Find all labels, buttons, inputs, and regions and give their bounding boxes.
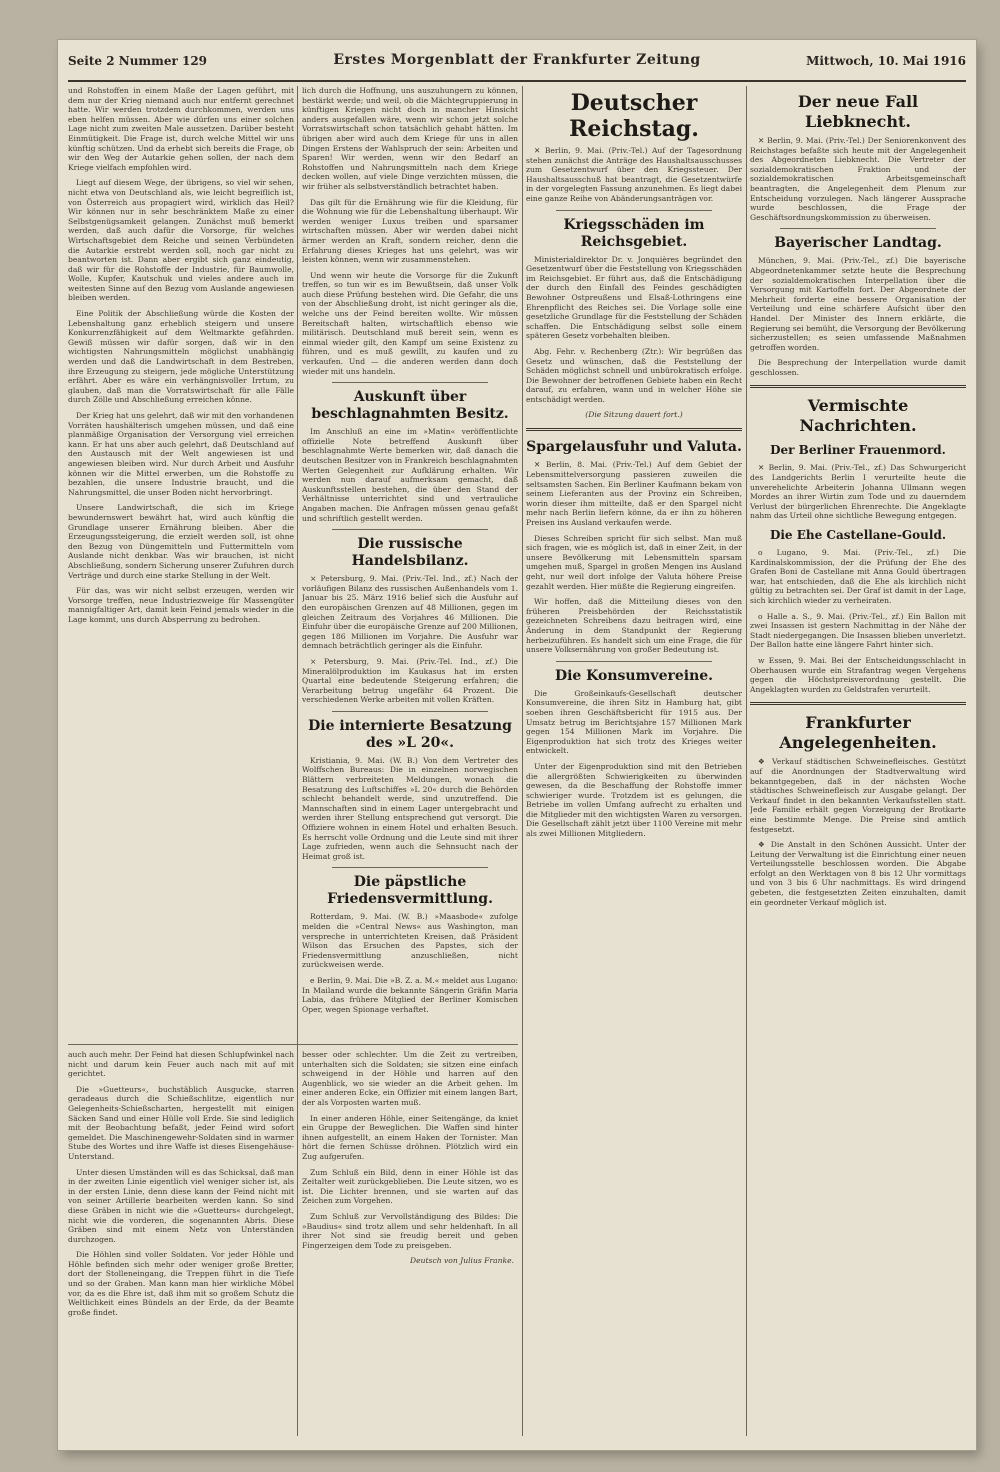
- column-rule: [297, 86, 298, 1436]
- article-paragraph: Eine Politik der Abschließung würde die Kosten der Lebenshaltung ganz erheblich steigern und unsere Konkurrenzfähigkeit auf dem Weltmarkte gefährden. Gewiß müssen wir dafür sorgen, daß wir in den wichtigsten Nahrungsmitteln möglichst unabhängig werden und daß die Landwirtschaft in dem Bestreben, ihre Erzeugung zu steigern, jede mögliche Unterstützung erfährt. Aber es wäre ein verhängnisvoller Irrtum, zu glauben, daß man die Vorratswirtschaft für alle Fälle durch Zölle und Abschließung erreichen könne.: [68, 309, 294, 405]
- separator: [332, 529, 488, 530]
- headline: Spargelausfuhr und Valuta.: [526, 439, 742, 456]
- article-paragraph: Der Krieg hat uns gelehrt, daß wir mit den vorhandenen Vorräten haushälterisch umgehen müssen, und daß eine planmäßige Organisation der Versorgung viel erreichen kann. Er hat uns aber auch gelehrt, daß Deutschland auf den Austausch mit der Welt angewiesen ist und angewiesen bleiben wird. Nur durch Arbeit und Ausfuhr können wir die Mittel erwerben, um die Rohstoffe zu bezahlen, die unsere Industrie braucht, und die Nahrungsmittel, die unser Boden nicht hervorbringt.: [68, 411, 294, 497]
- column-2-feuilleton: [302, 1050, 518, 1436]
- separator: [556, 210, 712, 211]
- article-paragraph: Rotterdam, 9. Mai. (W. B.) »Maasbode« zufolge melden die »Central News« aus Washington, man verspreche in unterrichteten Kreisen, daß Präsident Wilson das Ersuchen des Papstes, sich der Friedensvermittlung anzuschließen, nicht zurückweisen werde.: [302, 912, 518, 970]
- headline: Die päpstliche Friedensvermittlung.: [327, 874, 493, 908]
- article-paragraph: Liegt auf diesem Wege, der übrigens, so viel wir sehen, nicht etwa von Deutschland als, wie leicht begreiflich ist, von Österreich aus propagiert wird, wirklich das Heil? Wir können nur in sehr beschränktem Maße zu einer Selbstgenügsamkeit gelangen. Zunächst muß bemerkt werden, daß auch dafür die Vorsorge, für welches Wirtschaftsgebiet dem Reiche und seinen Verbündeten die Autarkie erstrebt werden soll, noch gar nicht zu beantworten ist. Dann aber ergibt sich ganz eindeutig, daß wir für die Rohstoffe der Industrie, für Baumwolle, Wolle, Kupfer, Kautschuk und vieles andere auch im weitesten Sinne auf den Bezug vom Auslande angewiesen bleiben werden.: [68, 178, 294, 303]
- headline: Bayerischer Landtag.: [774, 235, 942, 252]
- article-paragraph: ✕ Berlin, 9. Mai. (Priv.-Tel.) Auf der Tagesordnung stehen zunächst die Anträge des Haushaltsausschusses zum Gesetzentwurf über den Kriegssteuer. Der Haushaltsausschuß hat beantragt, die Gesetzentwürfe in der vorgelegten Fassung anzunehmen. Es liegt dabei eine ganze Reihe von Abänderungsanträgen vor.: [526, 146, 742, 203]
- article-paragraph: und Rohstoffen in einem Maße der Lagen geführt, mit dem nur der Krieg niemand auch nur entfernt gerechnet hatte. Wir werden trotzdem durchkommen, werden uns eben helfen müssen. Aber wie dürfen uns einer solchen Lage nicht zum zweiten Male aussetzen. Darüber besteht Einmütigkeit. Die Frage ist, durch welche Mittel wir uns künftig schützen. Und da erhebt sich bereits die Frage, ob wir den Weg der Autarkie gehen sollen, der nach dem Kriege vielfach empfohlen wird.: [68, 86, 294, 172]
- headline: Die Konsumvereine.: [554, 667, 714, 684]
- article-paragraph: Die Besprechung der Interpellation wurde damit geschlossen.: [750, 358, 966, 377]
- separator: [526, 428, 742, 431]
- column-1: [68, 86, 294, 1436]
- article-paragraph: o Halle a. S., 9. Mai. (Priv.-Tel., zf.) Ein Ballon mit zwei Insassen ist gestern Nachmittag in der Nähe der Stadt niedergegangen. Die Insassen blieben unverletzt. Der Ballon hatte eine längere Fahrt hinter sich.: [750, 611, 966, 650]
- article-paragraph: Ministerialdirektor Dr. v. Jonquières begründet den Gesetzentwurf über die Feststellung von Kriegsschäden im Reichsgebiet. Er führt aus, daß die Entschädigung der durch den Einfall des Feindes geschädigten Bewohner Ostpreußens und Elsaß-Lothringens eine Ehrenpflicht des Reiches sei. Die Vorlage solle eine gesetzliche Grundlage für die Feststellung der Schäden schaffen. Die Entschädigung selbst solle einem späteren Gesetz vorbehalten bleiben.: [526, 254, 742, 341]
- subheadline: Der Berliner Frauenmord.: [770, 443, 946, 458]
- article-paragraph: Im Anschluß an eine im »Matin« veröffentlichte offizielle Note betreffend Auskunft über beschlagnahmte Werte bemerken wir, daß danach die deutschen Besitzer von in Frankreich beschlagnahmten Werten Gelegenheit zur Aufklärung erhalten. Wir werden nun darauf aufmerksam gemacht, daß Auskunftsstellen bestehen, die über den Stand der Verhältnisse unterrichtet sind und vertrauliche Angaben machen. Die Anfragen müssen genau gefaßt und schriftlich gestellt werden.: [302, 427, 518, 523]
- subheadline: Die Ehe Castellane-Gould.: [769, 528, 947, 543]
- feuilleton-paragraph: In einer anderen Höhle, einer Seitengänge, da kniet ein Gruppe der Beweglichen. Die Waffen sind hinter ihnen aufgestellt, an einem Haken der Tornister. Man hört die fernen Schüsse dröhnen. Plötzlich wird ein Zug aufgerufen.: [302, 1113, 518, 1161]
- feuilleton-paragraph: Unter diesen Umständen will es das Schicksal, daß man in der zweiten Linie eigentlich viel weniger sicher ist, als in der ersten Linie, denn diese kann der Feind nicht mit von seiner Artillerie bearbeiten werden kann. So sind diese Gräben in nicht wie die »Guetteurs« durchgelegt, nicht wie die vorderen, die sogenannten Abris. Diese Gräben sind mit einem Netz von Unterständen durchzogen.: [68, 1167, 294, 1244]
- article-paragraph: e Berlin, 9. Mai. Die »B. Z. a. M.« meldet aus Lugano: In Mailand wurde die bekannte Sängerin Gräfin Maria Labia, das frühere Mitglied der Berliner Komischen Oper, wegen Spionage verhaftet.: [302, 975, 518, 1014]
- column-2: [302, 86, 518, 1436]
- separator: [556, 661, 712, 662]
- continuation-note: (Die Sitzung dauert fort.): [585, 410, 683, 420]
- article-paragraph: Unsere Landwirtschaft, die sich im Kriege bewundernswert bewährt hat, wird auch künftig die Grundlage unserer Ernährung bleiben. Aber die Erzeugungssteigerung, die erzielt werden soll, ist ohne den Bezug von Düngemitteln und Futtermitteln vom Auslande nicht denkbar. Was wir brauchen, ist nicht Abschließung, sondern Sicherung unserer Zufuhren durch Verträge und durch eine starke Stellung in der Welt.: [68, 503, 294, 580]
- article-paragraph: Das gilt für die Ernährung wie für die Kleidung, für die Wohnung wie für die Lebenshaltung überhaupt. Wir werden weniger Luxus treiben und sparsamer wirtschaften müssen. Aber wir werden dabei nicht ärmer werden an Kraft, sondern reicher, denn die Erfahrung dieses Krieges hat uns gelehrt, was wir leisten können, wenn wir zusammenstehen.: [302, 197, 518, 265]
- column-1-top: [68, 86, 294, 1038]
- author-signature: Deutsch von Julius Franke.: [410, 1256, 514, 1266]
- separator: [780, 228, 936, 229]
- feuilleton-paragraph: Zum Schluß zur Vervollständigung des Bildes: Die »Baudius« sind trotz allem und sehr heldenhaft. In all ihrer Not sind sie freudig bereit und geben Fingerzeigen dem Tode zu preisgeben.: [302, 1211, 518, 1250]
- article-paragraph: ✕ Berlin, 9. Mai. (Priv.-Tel., zf.) Das Schwurgericht des Landgerichts Berlin I verurteilte heute die unverehelichte Arbeiterin Johanna Ullmann wegen Mordes an ihrer Wirtin zum Tode und zu dauerndem Verlust der bürgerlichen Ehrenrechte. Die Angeklagte nahm das Urteil ohne sichtliche Bewegung entgegen.: [750, 463, 966, 521]
- separator: [750, 702, 966, 705]
- feuilleton-paragraph: Die »Guetteurs«, buchstäblich Ausgucke, starren geradeaus durch die Schießschlitze, eigentlich nur Gelegenheits-Schießscharten, hergestellt mit einigen Säcken Sand und einer Hülle voll Erde. Sie sind lediglich mit der Beobachtung befaßt, jeder Feind wird sofort gemeldet. Die Maschinengewehr-Soldaten sind in warmer Stube des Wortes und ihre Waffe ist dieses Eisengehäuse-Unterstand.: [68, 1084, 294, 1161]
- headline: Die russische Handelsbilanz.: [351, 536, 469, 570]
- column-rule: [522, 86, 523, 1436]
- article-paragraph: Dieses Schreiben spricht für sich selbst. Man muß sich fragen, wie es möglich ist, daß in einer Zeit, in der unsere Bevölkerung mit Lebensmitteln sparsam umgehen muß, Spargel in großen Mengen ins Ausland geht, nur weil dort infolge der Valuta höhere Preise gezahlt werden. Hier müßte die Regierung eingreifen.: [526, 533, 742, 591]
- article-paragraph: ❖ Die Anstalt in den Schönen Aussicht. Unter der Leitung der Verwaltung ist die Einrichtung einer neuen Verteilungsstelle beschlossen worden. Die Abgabe erfolgt an den Werktagen von 8 bis 12 Uhr vormittags und von 3 bis 6 Uhr nachmittags. Es wird dringend gebeten, die festgesetzten Zeiten einzuhalten, damit ein geordneter Verkauf möglich ist.: [750, 840, 966, 907]
- page-number: Seite 2 Nummer 129: [68, 54, 208, 68]
- article-paragraph: Die Großeinkaufs-Gesellschaft deutscher Konsumvereine, die ihren Sitz in Hamburg hat, gibt soeben ihren Geschäftsbericht für 1915 aus. Der Umsatz betrug im Berichtsjahre 157 Millionen Mark gegen 154 Millionen Mark im Vorjahre. Die Eigenproduktion hat sich trotz des Krieges weiter entwickelt.: [526, 688, 742, 756]
- headline: Vermischte Nachrichten.: [799, 396, 917, 436]
- issue-date: Mittwoch, 10. Mai 1916: [806, 54, 966, 68]
- headline: Frankfurter Angelegenheiten.: [779, 713, 937, 753]
- column-4: [750, 86, 966, 1436]
- article-paragraph: w Essen, 9. Mai. Bei der Entscheidungsschlacht in Oberhausen wurde ein Strafantrag wegen Vergehens gegen die Höchstpreisverordnung gestellt. Die Angeklagten wurden zu Geldstrafen verurteilt.: [750, 655, 966, 694]
- feuilleton-paragraph: besser oder schlechter. Um die Zeit zu vertreiben, unterhalten sich die Soldaten; sie sitzen eine einfach schweigend in der Höhle und harren auf den Augenblick, wo sie wieder an die Arbeit gehen. Im einer anderen Ecke, ein Offizier mit einem langen Bart, der als Vorposten warten muß.: [302, 1050, 518, 1107]
- article-paragraph: München, 9. Mai. (Priv.-Tel., zf.) Die bayerische Abgeordnetenkammer setzte heute die Besprechung der sozialdemokratischen Interpellation über die Versorgung mit Kartoffeln fort. Der Abgeordnete der Mehrheit forderte eine bessere Organisation der Verteilung und eine schärfere Aufsicht über den Handel. Der Minister des Innern erklärte, die Regierung sei bemüht, die Versorgung der Bevölkerung sicherzustellen; es seien umfassende Maßnahmen getroffen worden.: [750, 256, 966, 352]
- feuilleton-paragraph: auch auch mehr. Der Feind hat diesen Schlupfwinkel nach nicht und darum kein Feuer auch nach mit auf mit gerichtet.: [68, 1050, 294, 1079]
- article-paragraph: Unter der Eigenproduktion sind mit den Betrieben die allergrößten Schwierigkeiten zu überwinden gewesen, da die Beschaffung der Rohstoffe immer schwieriger wurde. Trotzdem ist es gelungen, die Betriebe im vollen Umfang aufrecht zu erhalten und die Mitglieder mit den wichtigsten Waren zu versorgen. Die Gesellschaft zählt jetzt über 1100 Vereine mit mehr als zwei Millionen Mitgliedern.: [526, 761, 742, 839]
- separator: [332, 711, 488, 712]
- column-1-feuilleton: [68, 1050, 294, 1436]
- feuilleton-paragraph: Zum Schluß ein Bild, denn in einer Höhle ist das Zeitalter weit zurückgeblieben. Die Leute sitzen, wo es ist. Die Lichter brennen, und sie warten auf das Zeichen zum Vorgehen.: [302, 1167, 518, 1206]
- article-paragraph: ✕ Berlin, 9. Mai. (Priv.-Tel.) Der Seniorenkonvent des Reichstages befaßte sich heute mit der Angelegenheit des Abgeordneten Liebknecht. Die Vertreter der sozialdemokratischen Fraktion und der sozialdemokratischen Arbeitsgemeinschaft beantragten, die Angelegenheit dem Plenum zur Entscheidung vorzulegen. Nach längerer Aussprache wurde beschlossen, die Frage der Geschäftsordnungskommission zu überweisen.: [750, 136, 966, 222]
- column-3: [526, 86, 742, 1436]
- separator: [332, 382, 488, 383]
- article-paragraph: × Petersburg, 9. Mai. (Priv.-Tel. Ind., zf.) Die Mineralölproduktion im Kaukasus hat im ersten Quartal eine bedeutende Steigerung erfahren; die Verarbeitung betrug ungefähr 64 Prozent. Die verschiedenen Werke arbeiten mit vollen Kräften.: [302, 656, 518, 705]
- article-paragraph: lich durch die Hoffnung, uns auszuhungern zu können, bestärkt werde; und weil, ob die Mächtegruppierung in künftigen Kriegen nicht doch in mancher Hinsicht anders ausgefallen wäre, wenn wir schon jetzt solche Vorratswirtschaft schon tatsächlich gehabt hätten. Im übrigen aber wird auch dem Kriege für uns in allen Dingen Erstens der Wahlspruch der sein: Arbeiten und Sparen! Wir werden, wenn wir den Bedarf an Rohstoffen und Nahrungsmitteln nach dem Kriege decken wollen, auf viele Dinge verzichten müssen, die wir früher als selbstverständlich betrachtet haben.: [302, 86, 518, 191]
- article-paragraph: Für das, was wir nicht selbst erzeugen, werden wir Vorsorge treffen, neue Industriezweige für Massengüter mannigfaltiger Art, damit kein Feind jemals wieder in die Lage kommt, uns durch Absperrung zu bedrohen.: [68, 586, 294, 624]
- headline: Der neue Fall Liebknecht.: [797, 92, 919, 131]
- article-paragraph: ✕ Berlin, 8. Mai. (Priv.-Tel.) Auf dem Gebiet der Lebensmittelversorgung passieren zuweilen die seltsamsten Sachen. Ein Berliner Kaufmann bekam von seinem Lieferanten aus der Provinz ein Schreiben, worin dieser ihm mitteilte, daß er den Spargel nicht mehr nach Berlin liefern könne, da er ihn zu höheren Preisen ins Ausland verkaufen werde.: [526, 460, 742, 528]
- headline: Auskunft über beschlagnahmten Besitz.: [311, 389, 509, 423]
- article-paragraph: Abg. Fehr. v. Rechenberg (Ztr.): Wir begrüßen das Gesetz und wünschen, daß die Feststellung der Schäden möglichst schnell und unbürokratisch erfolge. Die Bewohner der betroffenen Gebiete haben ein Recht darauf, zu erfahren, wann und in welcher Höhe sie entschädigt werden.: [526, 346, 742, 404]
- headline: Deutscher Reichstag.: [569, 90, 699, 142]
- article-paragraph: × Petersburg, 9. Mai. (Priv.-Tel. Ind., zf.) Nach der vorläufigen Bilanz des russischen Außenhandels vom 1. Januar bis 25. März 1916 belief sich die Ausfuhr auf den europäischen Grenzen auf 48 Millionen, gegen im gleichen Zeitraum des Vorjahres 46 Millionen. Die Einfuhr über die europäische Grenze auf 200 Millionen, gegen 186 Millionen im Vorjahre. Die Ausfuhr war demnach beträchtlich geringer als die Einfuhr.: [302, 574, 518, 651]
- article-paragraph: o Lugano, 9. Mai. (Priv.-Tel., zf.) Die Kardinalskommission, der die Prüfung der Ehe des Grafen Boni de Castellane mit Anna Gould übertragen war, hat entschieden, daß die Ehe als kirchlich nicht gültig zu betrachten sei. Der Graf ist damit in der Lage, sich kirchlich wieder zu verheiraten.: [750, 548, 966, 605]
- article-paragraph: Wir hoffen, daß die Mitteilung dieses von den früheren Preisbehörden der Reichsstatistik gezeichneten Schreibens dazu beitragen wird, eine Änderung in dem Standpunkt der Regierung herbeizuführen. Es handelt sich um eine Frage, die für unsere Volksernährung von großer Bedeutung ist.: [526, 597, 742, 655]
- headline: Die internierte Besatzung des »L 20«.: [308, 717, 512, 751]
- column-2-top: [302, 86, 518, 1038]
- article-paragraph: ❖ Verkauf städtischen Schweinefleisches. Gestützt auf die Anordnungen der Stadtverwaltung wird bekanntgegeben, daß in der nächsten Woche städtisches Schweinefleisch zur Ausgabe gelangt. Der Verkauf findet in den bekannten Verkaufsstellen statt. Jede Familie erhält gegen Vorzeigung der Brotkarte eine bestimmte Menge. Die Preise sind amtlich festgesetzt.: [750, 757, 966, 834]
- article-paragraph: Kristiania, 9. Mai. (W. B.) Von dem Vertreter des Wolffschen Bureaus: Die in einzelnen norwegischen Blättern verbreiteten Meldungen, wonach die Besatzung des Luftschiffes »L 20« durch die Behörden schlecht behandelt werde, sind unzutreffend. Die Mannschaften sind in einem Lager untergebracht und werden ihrer Stellung entsprechend gut versorgt. Die Offiziere wohnen in einem Hotel und erhalten Besuch. Es herrscht volle Ordnung und die Leute sind mit ihrer Lage zufrieden, wenn auch die Sehnsucht nach der Heimat groß ist.: [302, 755, 518, 861]
- masthead: [68, 50, 966, 82]
- headline: Kriegsschäden im Reichsgebiet.: [563, 216, 705, 250]
- feuilleton-paragraph: Die Höhlen sind voller Soldaten. Vor jeder Höhle und Höhle befinden sich mehr oder weniger große Bretter, dort der Stolleneingang, die Treppen führt in die Tiefe und so der Graben. Man kann man hier wirkliche Möbel vor, da es die Ehre ist, daß ihm mit so großem Schutz die Weltlichkeit eines Bündels an der Erde, da der Beamte große findet.: [68, 1250, 294, 1317]
- article-paragraph: Und wenn wir heute die Vorsorge für die Zukunft treffen, so tun wir es im Bewußtsein, daß unser Volk auch diese Prüfung bestehen wird. Die Gefahr, die uns von der Abschließung droht, ist nicht geringer als die, welche uns der Feind bereiten wollte. Wir müssen Bereitschaft halten, wirtschaftlich ebenso wie militärisch. Deutschland muß bereit sein, wenn es einmal wieder gilt, den Kampf um seine Existenz zu führen, und es muß gewillt, zu kaufen und zu verkaufen. Und — die anderen werden dann doch wieder mit uns handeln.: [302, 270, 518, 376]
- newspaper-page: [58, 40, 976, 1450]
- newspaper-title: Erstes Morgenblatt der Frankfurter Zeitung: [333, 52, 701, 68]
- column-rule: [746, 86, 747, 1436]
- separator: [750, 385, 966, 388]
- separator: [332, 867, 488, 868]
